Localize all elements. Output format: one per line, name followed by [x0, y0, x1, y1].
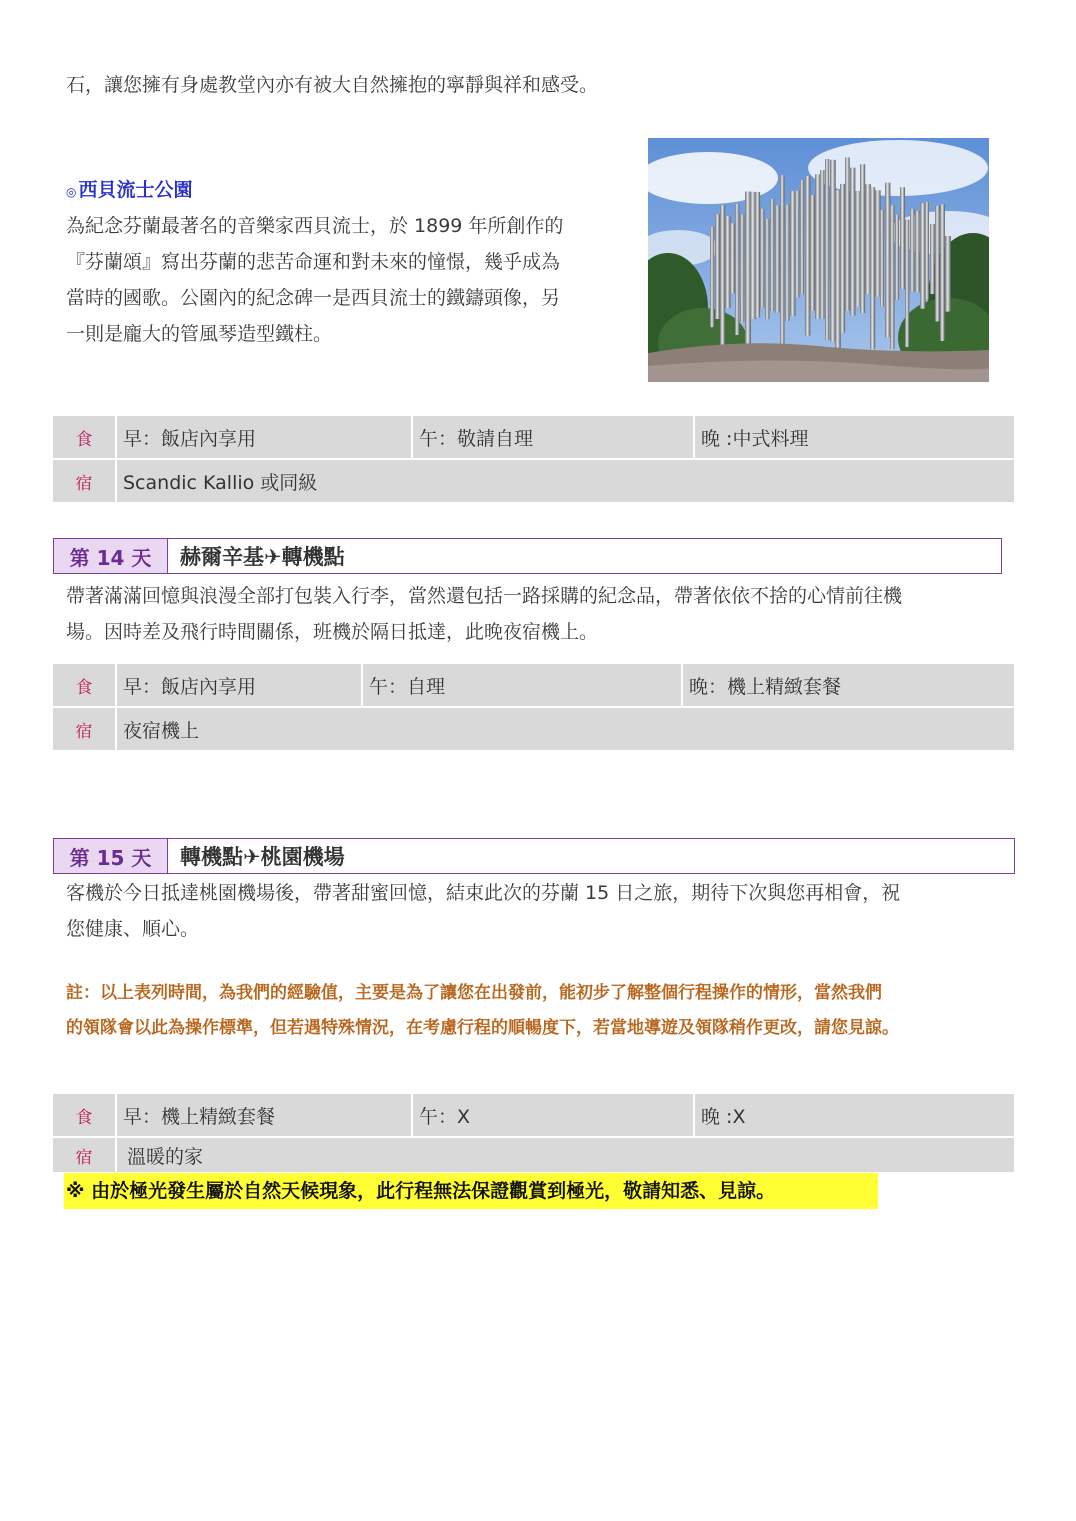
monument-pipe: [830, 160, 836, 342]
lunch-cell: 午：X: [411, 1094, 693, 1136]
day14-label: 第 14 天: [54, 539, 168, 573]
breakfast-cell: 早：飯店內享用: [123, 427, 257, 450]
day14-line: 場。因時差及飛行時間關係，班機於隔日抵達，此晚夜宿機上。: [66, 621, 599, 643]
monument-pipe: [945, 236, 951, 312]
monument-pipe: [795, 191, 799, 298]
monument-pipe: [910, 209, 915, 292]
monument-pipe: [800, 180, 804, 294]
stay-cell: 溫暖的家: [127, 1145, 204, 1168]
monument-pipe: [785, 205, 789, 321]
note-line: 的領隊會以此為操作標準，但若遇特殊情況，在考慮行程的順暢度下，若當地導遊及領隊稍作更改，請您見諒。: [66, 1018, 899, 1038]
note-line: 註：以上表列時間，為我們的經驗值，主要是為了讓您在出發前，能初步了解整個行程操作的情形，當然我們: [66, 983, 882, 1003]
spot-line: 當時的國歌。公園內的紀念碑一是西貝流士的鐵鑄頭像，另: [66, 287, 561, 309]
stay-cell: 夜宿機上: [123, 719, 200, 742]
day14-line: 帶著滿滿回憶與浪漫全部打包裝入行李，當然還包括一路採購的紀念品，帶著依依不捨的心情前往機: [66, 585, 903, 607]
monument-pipe: [765, 219, 769, 319]
intro-tail-text: 石，讓您擁有身處教堂內亦有被大自然擁抱的寧靜與祥和感受。: [66, 74, 599, 96]
monument-pipe: [770, 199, 774, 311]
monument-pipe: [875, 190, 881, 296]
monument-pipe: [850, 168, 855, 316]
day15-label: 第 15 天: [54, 839, 168, 873]
monument-pipe: [755, 192, 760, 317]
day15-description: [66, 875, 1026, 947]
monument-pipe: [930, 224, 935, 294]
monument-pipe: [710, 227, 714, 328]
monument-pipe: [740, 214, 744, 322]
spot-title: 西貝流士公園: [78, 179, 193, 201]
day15-title: 轉機點✈桃園機場: [180, 845, 345, 869]
meal-table-day14: [53, 664, 1014, 750]
stay-label: 宿: [53, 1138, 117, 1172]
lunch-cell: 午：敬請自理: [411, 416, 693, 458]
monument-pipe: [905, 220, 909, 347]
meal-table-day13: [53, 416, 1014, 502]
stay-row: [53, 458, 1014, 502]
breakfast-cell: 早：機上精緻套餐: [123, 1105, 276, 1128]
day14-title: 赫爾辛基✈轉機點: [180, 545, 345, 569]
monument-pipe: [820, 170, 825, 319]
day15-header: [53, 838, 1015, 874]
monument-pipe: [825, 159, 829, 340]
meal-row: [53, 416, 1014, 458]
monument-pipe: [760, 209, 764, 308]
monument-pipe: [900, 187, 905, 289]
monument-pipe: [915, 211, 920, 292]
stay-label: 宿: [53, 460, 117, 502]
monument-pipe: [895, 215, 899, 300]
spot-line: 為紀念芬蘭最著名的音樂家西貝流士，於 1899 年所創作的: [66, 215, 564, 237]
monument-pipe: [925, 202, 929, 300]
dinner-cell: 晚：機上精緻套餐: [681, 664, 1014, 706]
monument-pipe: [815, 174, 821, 318]
monument-pipe: [780, 175, 784, 353]
monument-pipe: [790, 191, 796, 316]
monument-pipe: [810, 195, 815, 311]
monument-pipe: [860, 164, 865, 313]
stay-label: 宿: [53, 708, 117, 750]
stay-row: [53, 1136, 1014, 1172]
meal-row: [53, 664, 1014, 706]
monument-pipe: [845, 157, 850, 310]
monument-pipe: [890, 205, 894, 348]
monument-pipe: [870, 187, 875, 349]
breakfast-cell: 早：飯店內享用: [123, 675, 257, 698]
meal-row: [53, 1094, 1014, 1136]
monument-pipe: [725, 216, 731, 308]
monument-pipe: [885, 183, 890, 338]
spot-line: 『芬蘭頌』寫出芬蘭的悲苦命運和對未來的憧憬，幾乎成為: [66, 251, 561, 273]
spot-line: 一則是龐大的管風琴造型鐵柱。: [66, 323, 333, 345]
monument-pipe: [880, 210, 884, 307]
spot-heading: [66, 175, 193, 202]
monument-pipe: [920, 203, 926, 309]
day15-line: 客機於今日抵達桃園機場後，帶著甜蜜回憶，結束此次的芬蘭 15 日之旅，期待下次與您再相會，祝: [66, 882, 901, 904]
monument-pipe: [735, 204, 739, 335]
lunch-cell: 午：自理: [361, 664, 681, 706]
sibelius-monument-photo: [648, 138, 989, 382]
monument-pipe: [720, 205, 725, 349]
food-label: 食: [53, 416, 117, 458]
monument-pipe: [730, 223, 735, 293]
itinerary-note: [66, 976, 1026, 1046]
day14-description: [66, 578, 1026, 650]
monument-pipe: [940, 204, 945, 341]
stay-cell: Scandic Kallio 或同級: [123, 471, 318, 494]
bullet-icon: ◎: [66, 185, 77, 199]
dinner-cell: 晚 :X: [693, 1094, 1014, 1136]
monument-pipe: [935, 206, 940, 322]
monument-pipe: [805, 176, 810, 336]
dinner-cell: 晚 :中式料理: [693, 416, 1014, 458]
stay-row: [53, 706, 1014, 750]
day14-header: [53, 538, 1002, 574]
monument-pipe: [835, 190, 841, 353]
food-label: 食: [53, 664, 117, 706]
day15-line: 您健康、順心。: [66, 918, 200, 940]
aurora-warning: ※ 由於極光發生屬於自然天候現象，此行程無法保證觀賞到極光，敬請知悉、見諒。: [64, 1173, 878, 1209]
spot-description: [66, 208, 636, 352]
monument-pipe: [775, 205, 780, 312]
monument-pipe: [840, 184, 845, 333]
meal-table-day15: [53, 1094, 1014, 1172]
food-label: 食: [53, 1094, 117, 1136]
monument-pipe: [715, 214, 720, 319]
